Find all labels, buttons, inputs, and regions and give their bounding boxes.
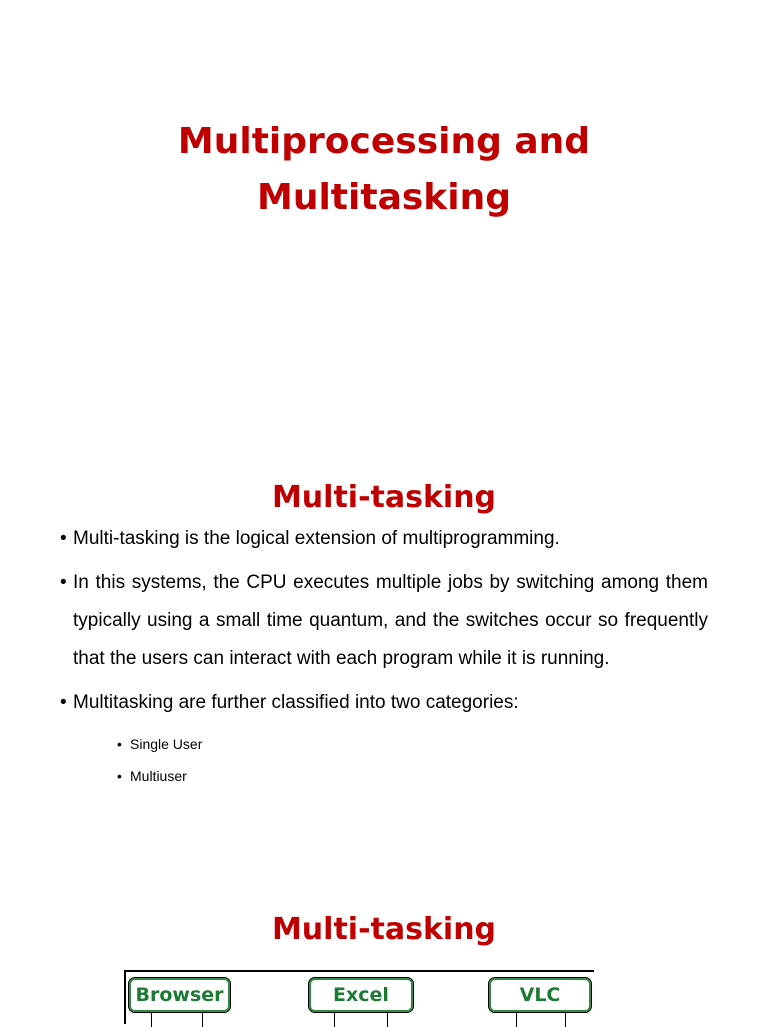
section-title: Multi-tasking (271, 480, 497, 515)
vlc-stem (516, 1012, 566, 1027)
excel-box: Excel (308, 977, 414, 1013)
bullet-item: • Multi-tasking is the logical extension of multiprogramming. (60, 520, 708, 558)
browser-stem (151, 1012, 203, 1027)
multitasking-slide (0, 440, 768, 860)
vlc-box: VLC (488, 977, 592, 1013)
excel-stem (334, 1012, 388, 1027)
browser-box: Browser (128, 977, 231, 1013)
page-title (0, 114, 768, 226)
process-diagram (124, 970, 594, 1024)
title-line-2: Multitasking (257, 177, 511, 218)
diagram-top-line (124, 970, 594, 972)
multitasking-diagram-slide (0, 860, 768, 1024)
bullet-item: • In this systems, the CPU executes multiple jobs by switching among them typically using a small time quantum, and the switches occur so frequently that the users can interact with each program while it is running. (60, 564, 708, 678)
sub-bullet-item: • Single User (117, 728, 708, 760)
diagram-left-line (124, 970, 126, 1024)
title-line-1: Multiprocessing and (177, 121, 591, 162)
section-title: Multi-tasking (271, 912, 497, 947)
title-slide (0, 0, 768, 440)
bullet-item: • Multitasking are further classified into two categories: (60, 684, 708, 722)
sub-bullet-item: • Multiuser (117, 760, 708, 792)
bullet-list (60, 520, 708, 792)
